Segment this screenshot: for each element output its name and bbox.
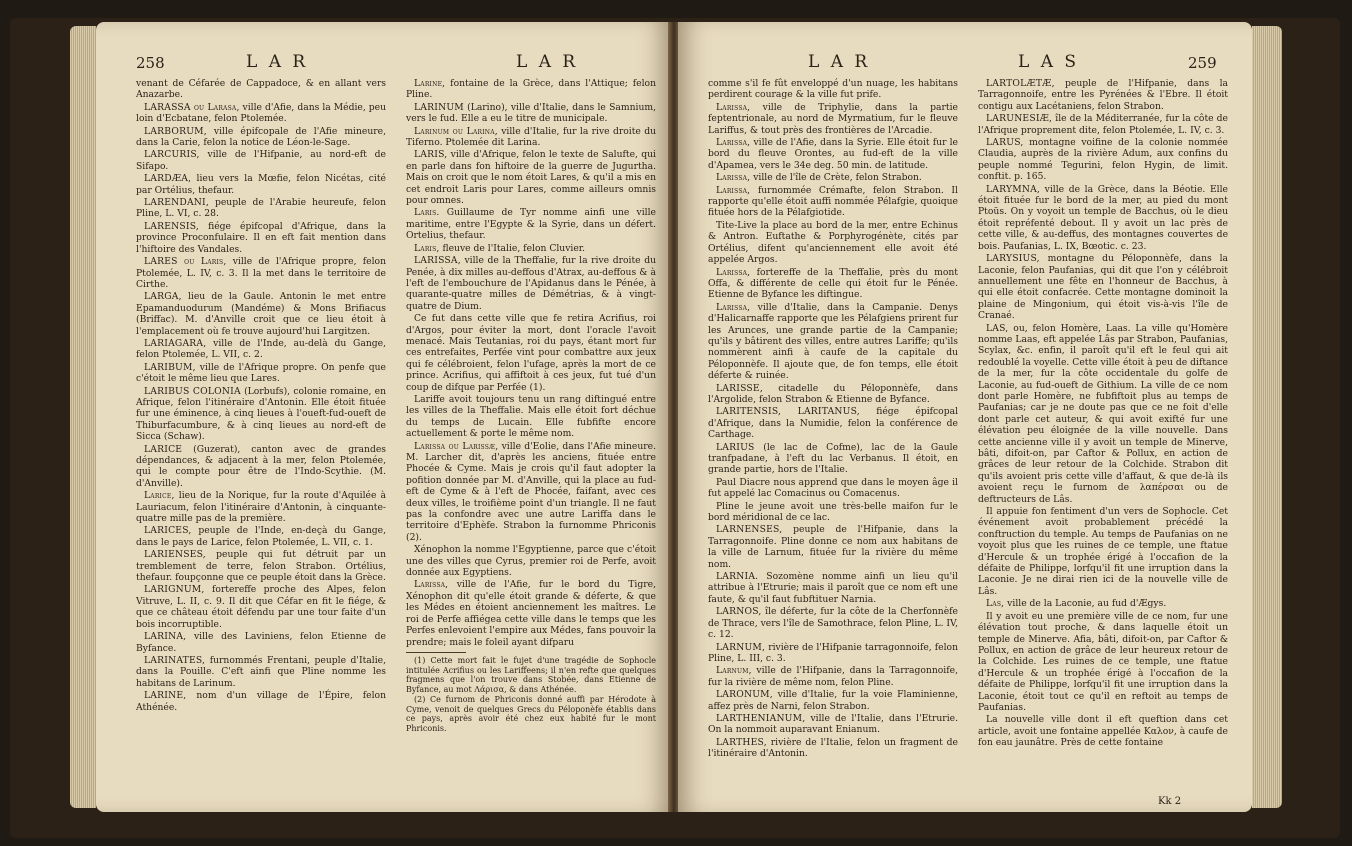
dictionary-entry — [136, 655, 386, 689]
entry-headword: Larissa, — [716, 137, 751, 149]
dictionary-entry — [708, 642, 958, 665]
right-page-edges — [1252, 26, 1282, 808]
entry-text: furnommée Crémafte, felon Strabon. Il rapporte qu'elle étoit auffi nommée Pélafgie, quoique fituée hors de la Pélafgiotide. — [708, 184, 958, 219]
entry-headword: LARUNESIÆ, — [986, 113, 1053, 125]
entry-headword: LARCURIS, — [144, 149, 200, 161]
right-page-column-2 — [978, 78, 1228, 750]
entry-text: nom d'un village de l'Épire, felon Athénée. — [136, 690, 386, 713]
dictionary-entry — [406, 313, 656, 393]
entry-text: (Lorbufs), colonie romaine, en Afrique, felon l'itinéraire d'Antonin. Elle étoit fituée fur une éminence, à cinq lieues à l'oueft-fud-oueft de Thiburfacumbure, & à cinq lieues au nord-eft de Sicca (Schaw). — [136, 385, 386, 443]
entry-text: montagne voifine de la colonie nommée Claudia, auprès de la rivière Adum, aux confins du peuple nommé Tegurini, felon Hygin, de limit. conftit. p. 165. — [978, 137, 1228, 183]
entry-text: Paul Diacre nous apprend que dans le moyen âge il fut appelé lac Comacinus ou Comacenus. — [708, 476, 958, 500]
entry-headword: LARIS, — [414, 149, 448, 161]
entry-text: peuple de l'Arabie heureufe, felon Pline, L. VI, c. 28. — [136, 197, 386, 220]
left-page-column-1 — [136, 78, 386, 714]
page-number: 258 — [136, 54, 165, 72]
dictionary-entry — [136, 386, 386, 443]
entry-headword: LARENDANI, — [144, 197, 209, 209]
entry-headword: LARTHES, — [716, 736, 767, 748]
entry-text: ville de l'Inde, au-delà du Gange, felon Ptolemée, L. VII, c. 2. — [136, 337, 386, 361]
entry-text: île de la Méditerranée, fur la côte de l'Afrique proprement dite, felon Ptolemée, L. IV, c. 3. — [978, 113, 1228, 136]
dictionary-entry — [136, 291, 386, 337]
dictionary-entry — [406, 579, 656, 647]
entry-text: ville de Triphylie, dans la partie feptentrionale, au nord de Myrmatium, fur le fleuve Lariffus, & tout près des frontières de l'Arcadie. — [708, 101, 958, 136]
entry-headword: LARYSIUS, — [986, 253, 1040, 265]
entry-headword: LARNOS, — [716, 606, 762, 618]
entry-text: ville d'Eolie, dans l'Afie mineure. M. Larcher dit, d'après les anciens, fituée entre Phocée & Cyme. Mais je crois qu'il faut adopter la pofition donnée par M. d'Anville, qui la place au fud-eft de Cyme & à l'eft de Phocée, faifant, avec ces deux villes, le troifième point d'un triangle. Il ne faut pas la confondre avec une autre Lariffa dans le territoire d'Ephèfe. Strabon la furnomme Phriconis (2). — [406, 440, 657, 543]
entry-headword: LARYMNA, — [986, 183, 1041, 195]
entry-headword: Larissa, — [716, 301, 751, 313]
entry-text: Lariffe avoit toujours tenu un rang diftingué entre les villes de la Theffalie. Mais elle étoit fort déchue du temps de Lucain. Elle fubfifte encore actuellement & porte le même nom. — [406, 393, 656, 440]
entry-text: Ce fut dans cette ville que fe retira Acrifius, roi d'Argos, pour éviter la mort, dont l'oracle l'avoit menacé. Mais Teutanias, roi du pays, étant mort fur ces entrefaites, Perfée vint pour combattre aux jeux qui fe célébroient, felon l'ufage, après la mort de ce prince. Acrifius, qui affiftoit à ces jeux, fut tué d'un coup de difque par Perfée (1). — [406, 313, 656, 393]
dictionary-entry — [708, 172, 958, 183]
dictionary-entry — [708, 665, 958, 688]
dictionary-entry — [708, 406, 958, 440]
dictionary-entry — [708, 501, 958, 524]
dictionary-entry — [136, 102, 386, 125]
entry-headword: Larice, — [144, 490, 175, 502]
dictionary-entry — [406, 102, 656, 125]
entry-headword: Laris. — [414, 207, 440, 219]
entry-headword: Larissa, — [716, 184, 751, 196]
entry-headword: LARINE, — [144, 690, 187, 702]
entry-text: Xénophon la nomme l'Egyptienne, parce que c'étoit une des villes que Cyrus, premier roi de Perfe, avoit donnée aux Egyptiens. — [406, 544, 656, 579]
entry-headword: LARIBUS COLONIA — [144, 385, 241, 397]
entry-headword: LARASSA ou Larasa, — [144, 101, 240, 113]
entry-text: ville de l'Hifpanie, dans la Tarragonnoife, fur la rivière de même nom, felon Pline. — [708, 665, 958, 688]
entry-headword: LARUS, — [986, 137, 1024, 149]
entry-text: île déferte, fur la côte de la Cherfonnèfe de Thrace, vers l'île de Samothrace, felon Pline, L. IV, c. 12. — [708, 606, 959, 641]
dictionary-entry — [978, 78, 1228, 112]
entry-headword: LAS, — [986, 322, 1009, 334]
entry-text: ville de la Theffalie, fur la rive droite du Penée, à dix milles au-deffous d'Atrax, au-deffous & à l'eft de l'embouchure de l'Apidanus dans le Pénée, à quarante-quatre milles de Démétrias, & à vingt-quatre de Dium. — [406, 255, 656, 312]
dictionary-entry — [406, 149, 656, 206]
entry-headword: LARTOLÆTÆ, — [986, 78, 1055, 89]
entry-text: (le lac de Cofme), lac de la Gaule tranfpadane, à l'eft du lac Verbanus. Il étoit, en grande partie, hors de l'Italie. — [708, 441, 958, 476]
entry-text: ville d'Afie, dans la Médie, peu loin d'Ecbatane, felon Ptolemée. — [136, 101, 386, 125]
entry-text: Tite-Live la place au bord de la mer, entre Echinus & Antron. Euftathe & Porphyrogénète, cités par Ortélius, difent qu'anciennement elle avoit été appelée Argos. — [708, 219, 958, 266]
entry-headword: LARBORUM, — [144, 125, 207, 137]
entry-text: fortereffe de la Theffalie, près du mont Offa, & différente de celle qui étoit fur le Pénée. Etienne de Byfance les diftingue. — [708, 266, 958, 301]
page-number: 259 — [1188, 54, 1217, 72]
dictionary-entry — [978, 184, 1228, 252]
entry-text: ville de la Laconie, au fud d'Ægys. — [1004, 598, 1167, 610]
entry-headword: LARIENSES, — [144, 549, 206, 561]
entry-text: ou, felon Homère, Laas. La ville qu'Homère nomme Laas, eft appelée Lâs par Strabon, Paufanias, Scylax, &c. enfin, il paroît qu'il eft le feul qui ait redoublé la voyelle. Cette ville étoit à peu de diftance de la mer, fur la côte occidentale du golfe de Laconie, au fud-oueft de Githium. La ville de ce nom dont parle Homère, ne fubfiftoit plus au temps de Paufanias; car je ne doute pas que ce ne foit d'elle dont parle cet auteur, & qui avoit exifté fur une élévation peu éloignée de la ville nouvelle. Dans cette ancienne ville il y avoit un temple de Minerve, bâti, difoit-on, par Caftor & Pollux, en action de grâces de leur retour de la Colchide. Strabon dit qu'ils avoient pris cette ville d'affaut, & que de-là ils avoient reçu le furnom de λαπέρσαι ou de deftructeurs de Lâs. — [978, 322, 1228, 505]
entry-text: citadelle du Péloponnèfe, dans l'Argolide, felon Strabon & Etienne de Byfance. — [708, 382, 958, 405]
entry-headword: LARGA, — [144, 291, 182, 303]
dictionary-entry — [978, 323, 1228, 506]
entry-headword: Laris, — [414, 242, 440, 254]
entry-headword: Larissa, — [716, 266, 751, 278]
running-head-right: L A S — [1018, 52, 1080, 72]
entry-text: ville de l'Hifpanie, au nord-eft de Sifapo. — [136, 149, 386, 172]
dictionary-entry — [708, 302, 958, 382]
entry-headword: Las, — [986, 598, 1005, 610]
dictionary-entry — [136, 197, 386, 220]
dictionary-entry — [406, 243, 656, 254]
entry-text: ville d'Italie, fur la rive droite du Tiferno. Ptolemée dit Larina. — [406, 125, 656, 149]
entry-text: fleuve de l'Italie, felon Cluvier. — [439, 242, 586, 254]
entry-text: peuple qui fut détruit par un tremblement de terre, felon Strabon. Ortélius, thefaur. foupçonne que ce peuple étoit dans la Grèce. — [136, 549, 386, 584]
entry-headword: LARNIA. — [716, 571, 759, 583]
entry-text: lieu vers la Mœfie, felon Nicétas, cité par Ortélius, thefaur. — [136, 173, 386, 196]
entry-text: ville de l'Italie, dans l'Etrurie. On la nommoit auparavant Enianum. — [708, 712, 958, 736]
entry-headword: LARIAGARA, — [144, 337, 207, 349]
dictionary-entry — [136, 584, 386, 630]
entry-text: fiége épifcopal d'Afrique, dans la Numidie, felon la conférence de Carthage. — [708, 406, 959, 441]
dictionary-entry — [708, 137, 958, 171]
dictionary-entry — [136, 149, 386, 172]
entry-text: lieu de la Gaule. Antonin le met entre Epamanduodurum (Mandéme) & Mons Brifiacus (Briffac). M. d'Anville croit que ce lieu étoit à l'emplacement où fe trouve aujourd'hui Largitzen. — [136, 291, 386, 337]
dictionary-entry — [136, 549, 386, 583]
left-page-column-2 — [406, 78, 656, 735]
running-head-left: L A R — [808, 52, 871, 72]
signature-mark: Kk 2 — [1158, 796, 1182, 807]
entry-text: Pline le jeune avoit une très-belle maifon fur le bord méridional de ce lac. — [708, 500, 958, 524]
entry-headword: Larissa, — [716, 101, 751, 113]
dictionary-entry — [708, 606, 958, 640]
dictionary-entry — [708, 571, 958, 605]
entry-headword: LARES ou Laris, — [144, 256, 227, 268]
entry-headword: LARICES, — [144, 525, 192, 537]
left-running-head — [96, 52, 670, 74]
entry-text: Guillaume de Tyr nomme ainfi une ville maritime, entre l'Egypte & la Syrie, dans un défert. Ortelius, thefaur. — [406, 207, 656, 242]
entry-headword: LARINUM — [414, 101, 464, 113]
entry-headword: LARICE — [144, 443, 183, 455]
entry-text: fortereffe proche des Alpes, felon Vitruve, L. II, c. 9. Il dit que Céfar en fit le fiége, & que ce château étoit défendu par une tour faite d'un bois incorruptible. — [136, 584, 386, 630]
dictionary-entry — [136, 338, 386, 361]
entry-text: comme s'il fe fût enveloppé d'un nuage, les habitans perdirent courage & la ville fut prife. — [708, 78, 958, 101]
dictionary-entry — [978, 598, 1228, 609]
dictionary-entry — [136, 444, 386, 490]
dictionary-entry — [406, 544, 656, 578]
entry-text: La nouvelle ville dont il eft queftion dans cet article, avoit une fontaine appellée Καλον, à caufe de fon eau jaunâtre. Près de cette fontaine — [978, 714, 1228, 749]
entry-text: lieu de la Norique, fur la route d'Aquilée à Lauriacum, felon l'itinéraire d'Antonin, à cinquante-quatre mille pas de la première. — [136, 490, 386, 525]
footnote: (2) Ce furnom de Phriconis donné auffi par Hérodote à Cyme, venoit de quelques Grecs du Péloponèfe établis dans ce pays, après avoir été chez eux habité fur le mont Phriconis. — [406, 695, 656, 734]
running-head-right: L A R — [516, 52, 579, 72]
dictionary-entry — [406, 126, 656, 149]
entry-text: ville de la Grèce, dans la Béotie. Elle étoit fituée fur le bord de la mer, au pied du mont Ptoüs. On y voyoit un temple de Bacchus, où le dieu étoit repréfenté debout. Il y avoit un lac près de cette ville, & au-deffus, des montagnes couvertes de bois. Paufanias, L. IX, Bœotic. c. 23. — [978, 183, 1228, 252]
entry-headword: LARISSA, — [414, 255, 461, 267]
entry-headword: LARNENSES, — [716, 524, 783, 536]
running-head-left: L A R — [246, 52, 309, 72]
entry-headword: LARITENSIS, LARITANUS, — [716, 406, 860, 418]
dictionary-entry — [708, 713, 958, 736]
dictionary-entry — [136, 631, 386, 654]
dictionary-entry — [708, 267, 958, 301]
entry-text: ville de l'île de Crète, felon Strabon. — [750, 172, 922, 184]
dictionary-entry — [136, 525, 386, 548]
entry-headword: LARINATES, — [144, 654, 206, 666]
entry-text: Sozomène nomme ainfi un lieu qu'il attribue à l'Etrurie; mais il paroît que ce nom eft une faute, & qu'il faut fubftituer Narnia. — [708, 571, 958, 605]
entry-text: ville d'Afrique, felon le texte de Salufte, qui en parle dans fon hiftoire de la guerre de Jugurtha. Mais on croit que le nom étoit Lares, & qu'il a mis en cet endroit Laris pour Lares, comme ailleurs omnis pour omnes. — [406, 149, 656, 207]
dictionary-entry — [978, 113, 1228, 136]
dictionary-entry — [406, 394, 656, 440]
dictionary-entry — [978, 253, 1228, 321]
entry-headword: LARONUM, — [716, 689, 773, 701]
dictionary-entry — [406, 207, 656, 241]
dictionary-entry — [136, 490, 386, 524]
entry-text: ville de l'Afie, dans la Syrie. Elle étoit fur le bord du fleuve Orontes, au fud-eft de la ville d'Apamea, vers le 34e deg. 50 min. de latitude. — [708, 137, 958, 171]
footnote: (1) Cette mort fait le fujet d'une tragédie de Sophocle intitulée Acrifius ou les Lariffeens; il n'en refte que quelques fragmens que l'on trouve dans Stobée, dans Etienne de Byfance, au mot Λάρισα, & dans Athénée. — [406, 655, 656, 694]
dictionary-entry — [708, 185, 958, 219]
entry-text: ville épifcopale de l'Afie mineure, dans la Carie, felon la notice de Léon-le-Sage. — [136, 125, 386, 149]
entry-text: (Larino), ville d'Italie, dans le Samnium, vers le fud. Elle a eu le titre de municipale. — [406, 101, 656, 125]
footnote-rule — [406, 652, 466, 653]
entry-headword: LARINA, — [144, 631, 187, 643]
dictionary-entry — [708, 524, 958, 570]
right-page-column-1 — [708, 78, 958, 761]
entry-text: venant de Céfarée de Cappadoce, & en allant vers Anazarbe. — [136, 78, 386, 101]
dictionary-entry — [708, 102, 958, 136]
dictionary-entry — [978, 611, 1228, 714]
entry-headword: LARNUM, — [716, 641, 766, 653]
entry-text: (Guzerat), canton avec de grandes dépendances, & adjacent à la mer, felon Ptolemée, qui le compte pour être de l'Indo-Scythie. (M. d'Anville). — [136, 443, 386, 489]
dictionary-entry — [708, 383, 958, 406]
entry-text: peuple de l'Hifpanie, dans la Tarragonnoife, entre les Pyrénées & l'Ebre. Il étoit contigu aux Lacétaniens, felon Strabon. — [978, 78, 1228, 112]
entry-text: rivière de l'Italie, felon un fragment de l'itinéraire d'Antonin. — [708, 736, 958, 760]
entry-text: fontaine de la Grèce, dans l'Attique; felon Pline. — [406, 78, 656, 101]
entry-headword: LARDÆA, — [144, 173, 192, 185]
entry-headword: Larissa, — [414, 579, 449, 591]
entry-text: ville des Laviniens, felon Etienne de Byfance. — [136, 631, 386, 654]
dictionary-entry — [708, 737, 958, 760]
entry-headword: Larnum, — [716, 665, 752, 677]
right-running-head — [678, 52, 1252, 74]
dictionary-entry — [708, 689, 958, 712]
dictionary-entry — [136, 173, 386, 196]
dictionary-entry — [708, 477, 958, 500]
dictionary-entry — [136, 362, 386, 385]
right-page — [678, 22, 1252, 812]
entry-text: ville de l'Afie, fur le bord du Tigre, Xénophon dit qu'elle étoit grande & déferte, & que les Médes en étoient anciennement les maîtres. Le roi de Perfe affiégea cette ville dans le temps que les Perfes enlevoient l'empire aux Médes, fans pouvoir la prendre; mais le foleil ayant difparu — [406, 579, 656, 648]
entry-text: fiége épifcopal d'Afrique, dans la province Proconfulaire. Il en eft fait mention dans l'hiftoire des Vandales. — [136, 220, 386, 255]
entry-headword: Larine, — [414, 78, 446, 89]
entry-text: ville d'Italie, dans la Campanie. Denys d'Halicarnaffe rapporte que les Pélafgiens prirent fur les Arunces, une grande partie de la Campanie; qu'ils y bâtirent des villes, entre autres Lariffe; qu'ils nommèrent ainfi à caufe de la capitale du Péloponnèfe. Il ajoute que, de fon temps, elle étoit déferte & ruinée. — [708, 301, 958, 382]
dictionary-entry — [978, 137, 1228, 183]
dictionary-entry — [136, 256, 386, 290]
entry-text: Il appuie fon fentiment d'un vers de Sophocle. Cet événement avoit probablement précédé la conftruction du temple. Au temps de Paufanias on ne voyoit plus que les ruines de ce temple, une ftatue d'Hercule & un trophée érigé à l'occafion de la défaite de Philippe, lorfqu'il fit une irruption dans la Laconie. Je ne dirai rien ici de la nouvelle ville de Lâs. — [978, 506, 1228, 597]
entry-headword: LARIGNUM, — [144, 584, 205, 596]
dictionary-entry — [708, 442, 958, 476]
dictionary-entry — [406, 78, 656, 101]
entry-text: peuple de l'Inde, en-deçà du Gange, dans le pays de Larice, felon Ptolemée, L. VII, c. 1. — [136, 525, 386, 548]
entry-text: montagne du Péloponnèfe, dans la Laconie, felon Paufanias, qui dit que l'on y célébroit annuellement une fête en l'honneur de Bacchus, à qui elle étoit confacrée. Cette montagne dominoit la plaine de Mingonium, qui étoit vis-à-vis l'île de Cranaé. — [978, 253, 1228, 322]
entry-headword: Larissa, — [716, 172, 751, 184]
entry-text: rivière de l'Hifpanie tarragonnoife, felon Pline, L. III, c. 3. — [708, 641, 958, 664]
entry-text: ville de l'Afrique propre. On penfe que c'étoit le même lieu que Lares. — [136, 361, 386, 385]
entry-headword: Larinum ou Larina, — [414, 125, 498, 137]
entry-text: Il y avoit eu une première ville de ce nom, fur une élévation tout proche, & dans laquelle étoit un temple de Minerve. Afia, bâti, difoit-on, par Caftor & Pollux, en action de grâce de leur heureux retour de la Colchide. Les ruines de ce temple, une ftatue d'Hercule & un trophée érigé à l'occafion de la défaite de Philippe, lorfqu'il fit une irruption dans la Laconie, étoit tout ce qu'il en reftoit au temps de Paufanias. — [978, 610, 1228, 713]
dictionary-entry — [136, 78, 386, 101]
dictionary-entry — [136, 690, 386, 713]
dictionary-entry — [136, 221, 386, 255]
entry-text: ville d'Italie, fur la voie Flaminienne, affez près de Narni, felon Strabon. — [708, 689, 958, 712]
entry-headword: LARTHENIANUM, — [716, 712, 806, 724]
entry-text: peuple de l'Hifpanie, dans la Tarragonnoife. Pline donne ce nom aux habitans de la ville de Larnum, fituée fur la rivière du même nom. — [708, 524, 958, 570]
dictionary-entry — [406, 441, 656, 544]
entry-text: ville de l'Afrique propre, felon Ptolemée, L. IV, c. 3. Il la met dans le territoire de Cirthe. — [136, 256, 386, 290]
dictionary-entry — [136, 126, 386, 149]
entry-headword: LARIBUM, — [144, 361, 196, 373]
dictionary-entry — [708, 220, 958, 266]
entry-headword: LARENSIS, — [144, 220, 200, 232]
dictionary-entry — [978, 714, 1228, 748]
entry-text: furnommés Frentani, peuple d'Italie, dans la Pouille. C'eft ainfi que Pline nomme les habitans de Larinum. — [136, 654, 386, 689]
entry-headword: LARIUS — [716, 441, 755, 453]
dictionary-entry — [406, 255, 656, 312]
entry-headword: Larissa ou Larissæ, — [414, 440, 499, 452]
left-page-edges — [70, 26, 96, 808]
entry-headword: LARISSE, — [716, 382, 763, 394]
dictionary-entry — [708, 78, 958, 101]
dictionary-entry — [978, 506, 1228, 597]
left-page — [96, 22, 670, 812]
